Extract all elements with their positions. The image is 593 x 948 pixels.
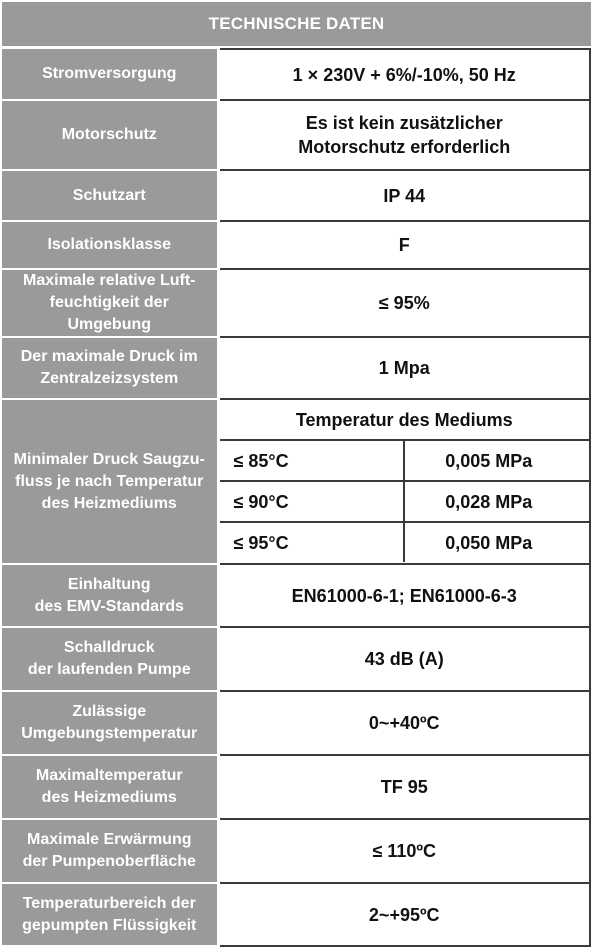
sub-table-header: Temperatur des Mediums [220,401,590,440]
row-label: Einhaltung des EMV-Standards [2,564,218,627]
table-row [2,337,590,399]
sub-table-row [220,481,590,522]
row-value: F [218,221,590,269]
row-value: ≤ 95% [218,269,590,337]
table-row [2,883,590,946]
table-row [2,819,590,883]
row-label: Temperaturbereich der gepumpten Flüssigkeit [2,883,218,946]
row-value: ≤ 110ºC [218,819,590,883]
pressure-by-temperature-table [220,401,590,562]
row-label: Isolationsklasse [2,221,218,269]
row-label: Maximale relative Luft- feuchtigkeit der Umgebung [2,269,218,337]
table-row [2,221,590,269]
row-value: 2~+95ºC [218,883,590,946]
table-row [2,269,590,337]
pressure-cell: 0,005 MPa [404,440,589,481]
table-row [2,564,590,627]
row-label: Minimaler Druck Saugzu- fluss je nach Temperatur des Heizmediums [2,399,218,564]
row-label: Zulässige Umgebungstemperatur [2,691,218,755]
row-label: Maximaltemperatur des Heizmediums [2,755,218,819]
row-label: Stromversorgung [2,49,218,100]
row-value: Es ist kein zusätzlicher Motorschutz erforderlich [218,100,590,170]
row-value [218,399,590,564]
table-row [2,691,590,755]
temperature-cell: ≤ 95°C [220,522,405,562]
row-value: EN61000-6-1; EN61000-6-3 [218,564,590,627]
row-label: Schalldruck der laufenden Pumpe [2,627,218,691]
row-value: IP 44 [218,170,590,221]
sub-table-row [220,440,590,481]
sub-table-header-row [220,401,590,440]
pressure-cell: 0,050 MPa [404,522,589,562]
technical-data-sheet [2,2,591,946]
row-value: 0~+40ºC [218,691,590,755]
table-row [2,49,590,100]
table-row [2,399,590,564]
row-value: TF 95 [218,755,590,819]
row-label: Schutzart [2,170,218,221]
pressure-cell: 0,028 MPa [404,481,589,522]
table-row [2,100,590,170]
temperature-cell: ≤ 90°C [220,481,405,522]
sub-table-row [220,522,590,562]
table-row [2,170,590,221]
row-value: 43 dB (A) [218,627,590,691]
row-label: Maximale Erwärmung der Pumpenoberfläche [2,819,218,883]
technical-data-table [2,48,591,947]
row-value: 1 Mpa [218,337,590,399]
row-value: 1 × 230V + 6%/-10%, 50 Hz [218,49,590,100]
temperature-cell: ≤ 85°C [220,440,405,481]
table-row [2,755,590,819]
row-label: Der maximale Druck im Zentralzeizsystem [2,337,218,399]
table-row [2,627,590,691]
table-title: TECHNISCHE DATEN [2,2,591,48]
row-label: Motorschutz [2,100,218,170]
